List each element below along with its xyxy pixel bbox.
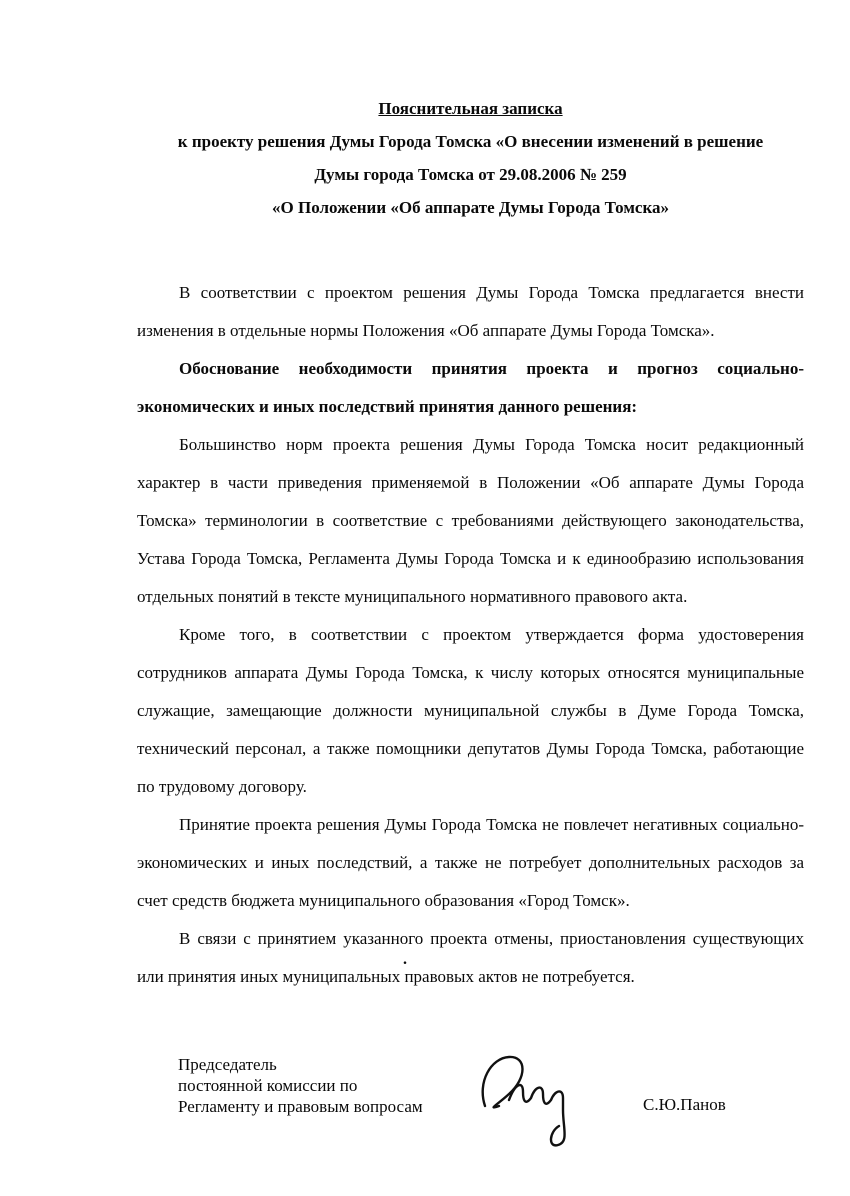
signature-role-line-2: постоянной комиссии по <box>178 1076 358 1095</box>
signature-role-line-1: Председатель <box>178 1055 277 1074</box>
document-title <box>137 92 804 224</box>
signature-role-line-3: Регламенту и правовым вопросам <box>178 1097 423 1116</box>
title-line-2: к проекту решения Думы Города Томска «О внесении изменений в решение <box>177 132 764 151</box>
title-line-3: Думы города Томска от 29.08.2006 № 259 <box>314 165 627 184</box>
paragraph-id-card: Кроме того, в соответствии с проектом утверждается форма удостоверения сотрудников аппарата Думы Города Томска, к числу которых относятся муниципальные служащие, замещающие должности муниципальной службы в Думе Города Томска, технический персонал, а также помощники депутатов Думы Города Томска, работающие по трудовому договору. <box>137 625 804 796</box>
title-line-4: «О Положении «Об аппарате Думы Города Томска» <box>272 198 669 217</box>
signature-block <box>137 1054 804 1174</box>
paragraph-justification-heading: Обоснование необходимости принятия проекта и прогноз социально-экономических и иных последствий принятия данного решения: <box>137 359 804 416</box>
paragraph-no-other-acts: В связи с принятием указанного проекта отмены, приостановления существующих или принятия иных муниципальных правовых актов не потребуется. <box>137 929 804 986</box>
title-line-1: Пояснительная записка <box>378 99 563 118</box>
paragraph-no-consequences: Принятие проекта решения Думы Города Томска не повлечет негативных социально-экономических и иных последствий, а также не потребует дополнительных расходов за счет средств бюджета муниципального образования «Город Томск». <box>137 815 804 910</box>
paragraph-editorial-nature: Большинство норм проекта решения Думы Города Томска носит редакционный характер в части приведения применяемой в Положении «Об аппарате Думы Города Томска» терминологии в соответствие с требованиями действующего законодательства, Устава Города Томска, Регламента Думы Города Томска и к единообразию использования отдельных понятий в тексте муниципального нормативного правового акта. <box>137 435 804 606</box>
signature-name: С.Ю.Панов <box>643 1095 726 1114</box>
signature-role <box>178 1054 478 1117</box>
stray-dot-mark: . <box>403 951 407 968</box>
paragraph-intro: В соответствии с проектом решения Думы Города Томска предлагается внести изменения в отдельные нормы Положения «Об аппарате Думы Города Томска». <box>137 283 804 340</box>
handwritten-signature-icon <box>475 1048 605 1153</box>
document-body <box>137 274 804 996</box>
